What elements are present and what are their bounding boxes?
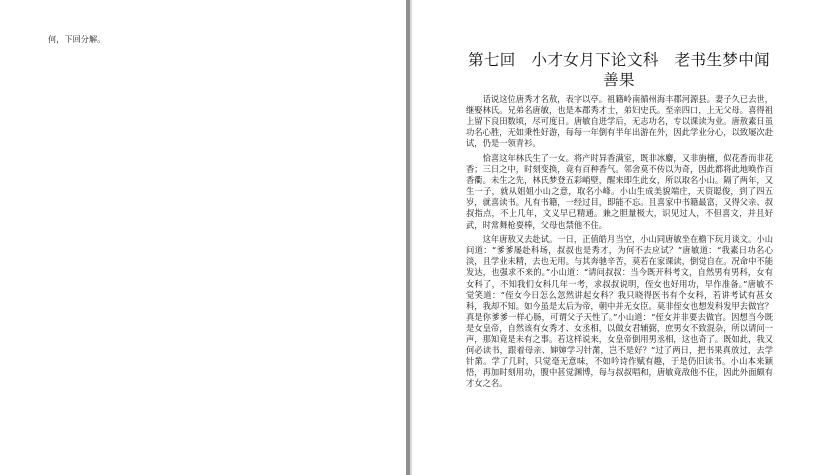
previous-chapter-ending: 何，下回分解。 — [48, 34, 106, 44]
paragraph: 这年唐敖又去赴试。一日，正值皓月当空，小山同唐敏坐在檐下玩月谈文。小山问道：“爹爹屡赴科场，叔叔也是秀才，为何不去应试？”唐敏道：“我素日功名心淡，且学业未精，去也无用。与其奔驰辛苦，莫若在家课读，倒觉自在。况命中不能发达，也强求不来的。”小山道：“请问叔叔：当今既开科考文，自然男有男科，女有女科了，不知我们女科几年一考，求叔叔说明，侄女也好用功，早作准备。”唐敏不觉笑道：“侄女今日怎么忽然讲起女科？我只晓得医书有个女科，若讲考试有甚女科，我却不知。如今虽是太后为帝，朝中并无女臣。莫非侄女也想发科发甲去做官？真是你爹爹一样心肠，可谓父子天性了。”小山道：“侄女并非要去做官。因想当今既是女皇帝，自然该有女秀才、女丞相，以做女君辅弼，庶男女不致混杂，所以请问一声，那知竟是未有之事。若这样说来，女皇帝倒用男丞相，这也奇了。既如此，我又何必读书，跟着母亲、婶婶学习针黹，岂不是好？”过了两日，把书果真放过，去学针黹。学了几时，只觉毫无意味，不如吟诗作赋有趣，于是仍旧读书。小山本来颖悟，再加时刻用功，腹中甚觉渊博，每与叔叔唱和，唐敏竟敌他不住，因此外面颇有才女之名。 — [466, 234, 773, 389]
paragraph: 恰喜这年林氏生了一女。将产时异香满室，既非冰麝，又非旃檀，似花香而非花香；三日之中，时刻变换，竟有百种香气。邻舍莫不传以为奇，因此都将此地唤作百香衢。未生之先，林氏梦登五彩峭壁，醒来即生此女，所以取名小山。隔了两年，又生一子，就从姐姐小山之意，取名小峰。小山生成美貌端庄，天资聪俊，到了四五岁，就喜读书。凡有书籍，一经过目，即能不忘。且喜家中书籍最富，又得父亲、叔叔指点，不上几年，文义早已精通。兼之胆量极大，识见过人，不但喜文，并且好武，时常舞枪耍棒，父母也禁他不住。 — [466, 152, 773, 230]
chapter-title: 第七回 小才女月下论文科 老书生梦中闻善果 — [467, 51, 771, 89]
right-page — [412, 0, 819, 475]
paragraph: 话说这位唐秀才名敖，表字以亭。祖籍岭南循州海丰郡河源县。妻子久已去世，继娶林氏。兄弟名唐敏，也是本郡秀才士，弟妇史氏。至亲四口，上无父母。喜得祖上留下良田数顷，尽可度日。唐敏自进学后，无志功名，专以课读为业。唐敖素日虽功名心胜，无如秉性好游，每每一年倒有半年出游在外，因此学业分心，以致屡次赴试，仍是一领青衫。 — [466, 94, 773, 149]
left-page — [0, 0, 405, 475]
chapter-body — [466, 94, 773, 393]
